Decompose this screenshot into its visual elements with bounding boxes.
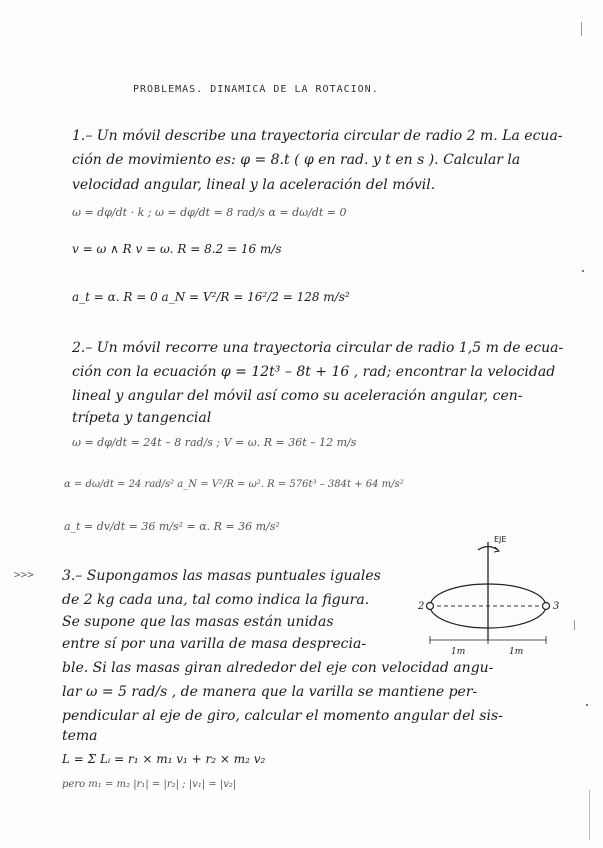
dist-right-label: 1m (509, 647, 524, 657)
scan-mark (581, 22, 582, 36)
problem-3-line-2: de 2 kg cada una, tal como indica la figura. (62, 592, 370, 608)
problem-3-line-3: Se supone que las masas están unidas (62, 614, 334, 630)
axis-label: EJE (494, 535, 507, 544)
scan-dot (582, 270, 584, 272)
problem-1-work-1: ω = dφ/dt · k ; ω = dφ/dt = 8 rad/s α = dω/dt = 0 (72, 206, 347, 219)
problem-3-line-8: tema (62, 728, 98, 744)
problem-3-line-7: pendicular al eje de giro, calcular el momento angular del sis- (62, 708, 503, 724)
problem-2-line-4: trípeta y tangencial (72, 410, 212, 426)
problem-2-line-1: 2.– Un móvil recorre una trayectoria circular de radio 1,5 m de ecua- (72, 340, 564, 356)
problem-1-work-2: v = ω ∧ R v = ω. R = 8.2 = 16 m/s (72, 242, 282, 256)
scan-mark (589, 790, 590, 840)
problem-3-line-5: ble. Si las masas giran alrededor del eje con velocidad angu- (62, 660, 494, 676)
problem-3-line-6: lar ω = 5 rad/s , de manera que la varilla se mantiene per- (62, 684, 478, 700)
dist-left-label: 1m (451, 647, 466, 657)
problem-2-work-2: α = dω/dt = 24 rad/s² a_N = V²/R = ω². R = 576t³ – 384t + 64 m/s² (64, 479, 404, 490)
page-title: PROBLEMAS. DINAMICA DE LA ROTACION. (133, 84, 379, 95)
scan-dot (586, 704, 588, 706)
mass-right (543, 603, 550, 610)
problem-3-line-1: 3.– Supongamos las masas puntuales iguales (62, 568, 381, 584)
mass-left (427, 603, 434, 610)
scan-mark (574, 620, 575, 630)
problem-2-work-1: ω = dφ/dt = 24t – 8 rad/s ; V = ω. R = 36t – 12 m/s (72, 436, 357, 449)
problem-3-work-1: L = Σ Lᵢ = r₁ × m₁ v₁ + r₂ × m₂ v₂ (62, 752, 266, 766)
problem-2-line-2: ción con la ecuación φ = 12t³ – 8t + 16 , rad; encontrar la velocidad (72, 364, 556, 380)
problem-2-work-3: a_t = dv/dt = 36 m/s² = α. R = 36 m/s² (64, 520, 280, 533)
problem-3-work-2: pero m₁ = m₂ |r₁| = |r₂| ; |v₁| = |v₂| (62, 779, 237, 790)
problem-2-line-3: lineal y angular del móvil así como su aceleración angular, cen- (72, 388, 523, 404)
problem-3-line-4: entre sí por una varilla de masa desprecia- (62, 636, 367, 652)
mass-left-label: 2 (418, 601, 425, 612)
problem-1-line-3: velocidad angular, lineal y la aceleración del móvil. (72, 177, 436, 193)
problem-1-work-3: a_t = α. R = 0 a_N = V²/R = 16²/2 = 128 m/s² (72, 290, 350, 304)
margin-mark: >>> (14, 568, 34, 581)
problem-1-line-1: 1.– Un móvil describe una trayectoria circular de radio 2 m. La ecua- (72, 128, 563, 144)
rotation-diagram (415, 528, 585, 658)
mass-right-label: 3 (553, 601, 560, 612)
problem-1-line-2: ción de movimiento es: φ = 8.t ( φ en rad. y t en s ). Calcular la (72, 152, 521, 168)
